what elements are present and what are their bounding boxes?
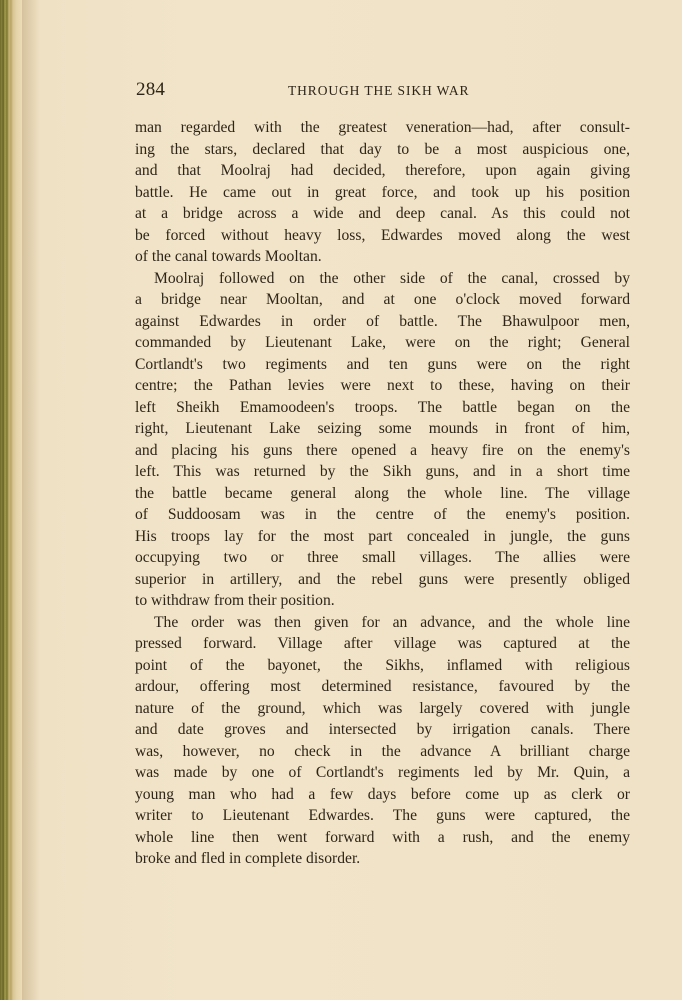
text-line: commanded by Lieutenant Lake, were on the right; General bbox=[135, 334, 630, 351]
text-line: nature of the ground, which was largely covered with jungle bbox=[135, 699, 630, 717]
text-line: The order was then given for an advance, and the whole line bbox=[154, 613, 630, 631]
text-line: the battle became general along the whole line. The village bbox=[135, 484, 630, 502]
page-header bbox=[136, 79, 630, 103]
gutter-shadow bbox=[22, 0, 40, 1000]
text-line: a bridge near Mooltan, and at one o'clock moved forward bbox=[135, 291, 630, 308]
text-line: at a bridge across a wide and deep canal. As this could not bbox=[135, 205, 630, 222]
text-line: ing the stars, declared that day to be a most auspicious one, bbox=[135, 140, 630, 158]
text-line: against Edwardes in order of battle. The Bhawulpoor men, bbox=[135, 312, 630, 330]
text-line: left Sheikh Emamoodeen's troops. The battle began on the bbox=[135, 398, 630, 416]
text-line: Moolraj followed on the other side of the canal, crossed by bbox=[154, 269, 630, 287]
text-line: His troops lay for the most part concealed in jungle, the guns bbox=[135, 527, 630, 545]
text-line: centre; the Pathan levies were next to these, having on their bbox=[135, 377, 630, 394]
text-line: pressed forward. Village after village was captured at the bbox=[135, 635, 630, 652]
text-line: writer to Lieutenant Edwardes. The guns were captured, the bbox=[135, 807, 630, 824]
book-binding bbox=[0, 0, 22, 1000]
text-line: was, however, no check in the advance A brilliant charge bbox=[135, 742, 630, 760]
text-line: occupying two or three small villages. The allies were bbox=[135, 549, 630, 566]
text-line: battle. He came out in great force, and took up his position bbox=[135, 183, 630, 201]
text-line: and placing his guns there opened a heavy fire on the enemy's bbox=[135, 441, 630, 459]
running-head: THROUGH THE SIKH WAR bbox=[288, 83, 470, 98]
text-line: Cortlandt's two regiments and ten guns were on the right bbox=[135, 355, 630, 373]
text-line: of the canal towards Mooltan. bbox=[135, 248, 322, 265]
text-line: broke and fled in complete disorder. bbox=[135, 850, 361, 867]
text-line: young man who had a few days before come up as clerk or bbox=[135, 785, 630, 803]
text-line: superior in artillery, and the rebel guns were presently obliged bbox=[135, 570, 630, 588]
text-line: was made by one of Cortlandt's regiments led by Mr. Quin, a bbox=[135, 764, 630, 781]
text-line: be forced without heavy loss, Edwardes moved along the west bbox=[135, 226, 630, 244]
text-line: man regarded with the greatest veneration—had, after consult- bbox=[135, 119, 630, 136]
text-line: to withdraw from their position. bbox=[135, 592, 335, 609]
body-text bbox=[135, 117, 630, 870]
text-line: right, Lieutenant Lake seizing some mounds in front of him, bbox=[135, 420, 630, 437]
text-line: ardour, offering most determined resistance, favoured by the bbox=[135, 678, 630, 695]
text-line: of Suddoosam was in the centre of the enemy's position. bbox=[135, 506, 630, 523]
text-line: and date groves and intersected by irrigation canals. There bbox=[135, 721, 630, 738]
text-line: and that Moolraj had decided, therefore, upon again giving bbox=[135, 162, 630, 179]
text-line: whole line then went forward with a rush, and the enemy bbox=[135, 828, 630, 846]
text-line: left. This was returned by the Sikh guns, and in a short time bbox=[135, 463, 630, 480]
page-number: 284 bbox=[136, 79, 166, 100]
text-line: point of the bayonet, the Sikhs, inflamed with religious bbox=[135, 656, 630, 674]
